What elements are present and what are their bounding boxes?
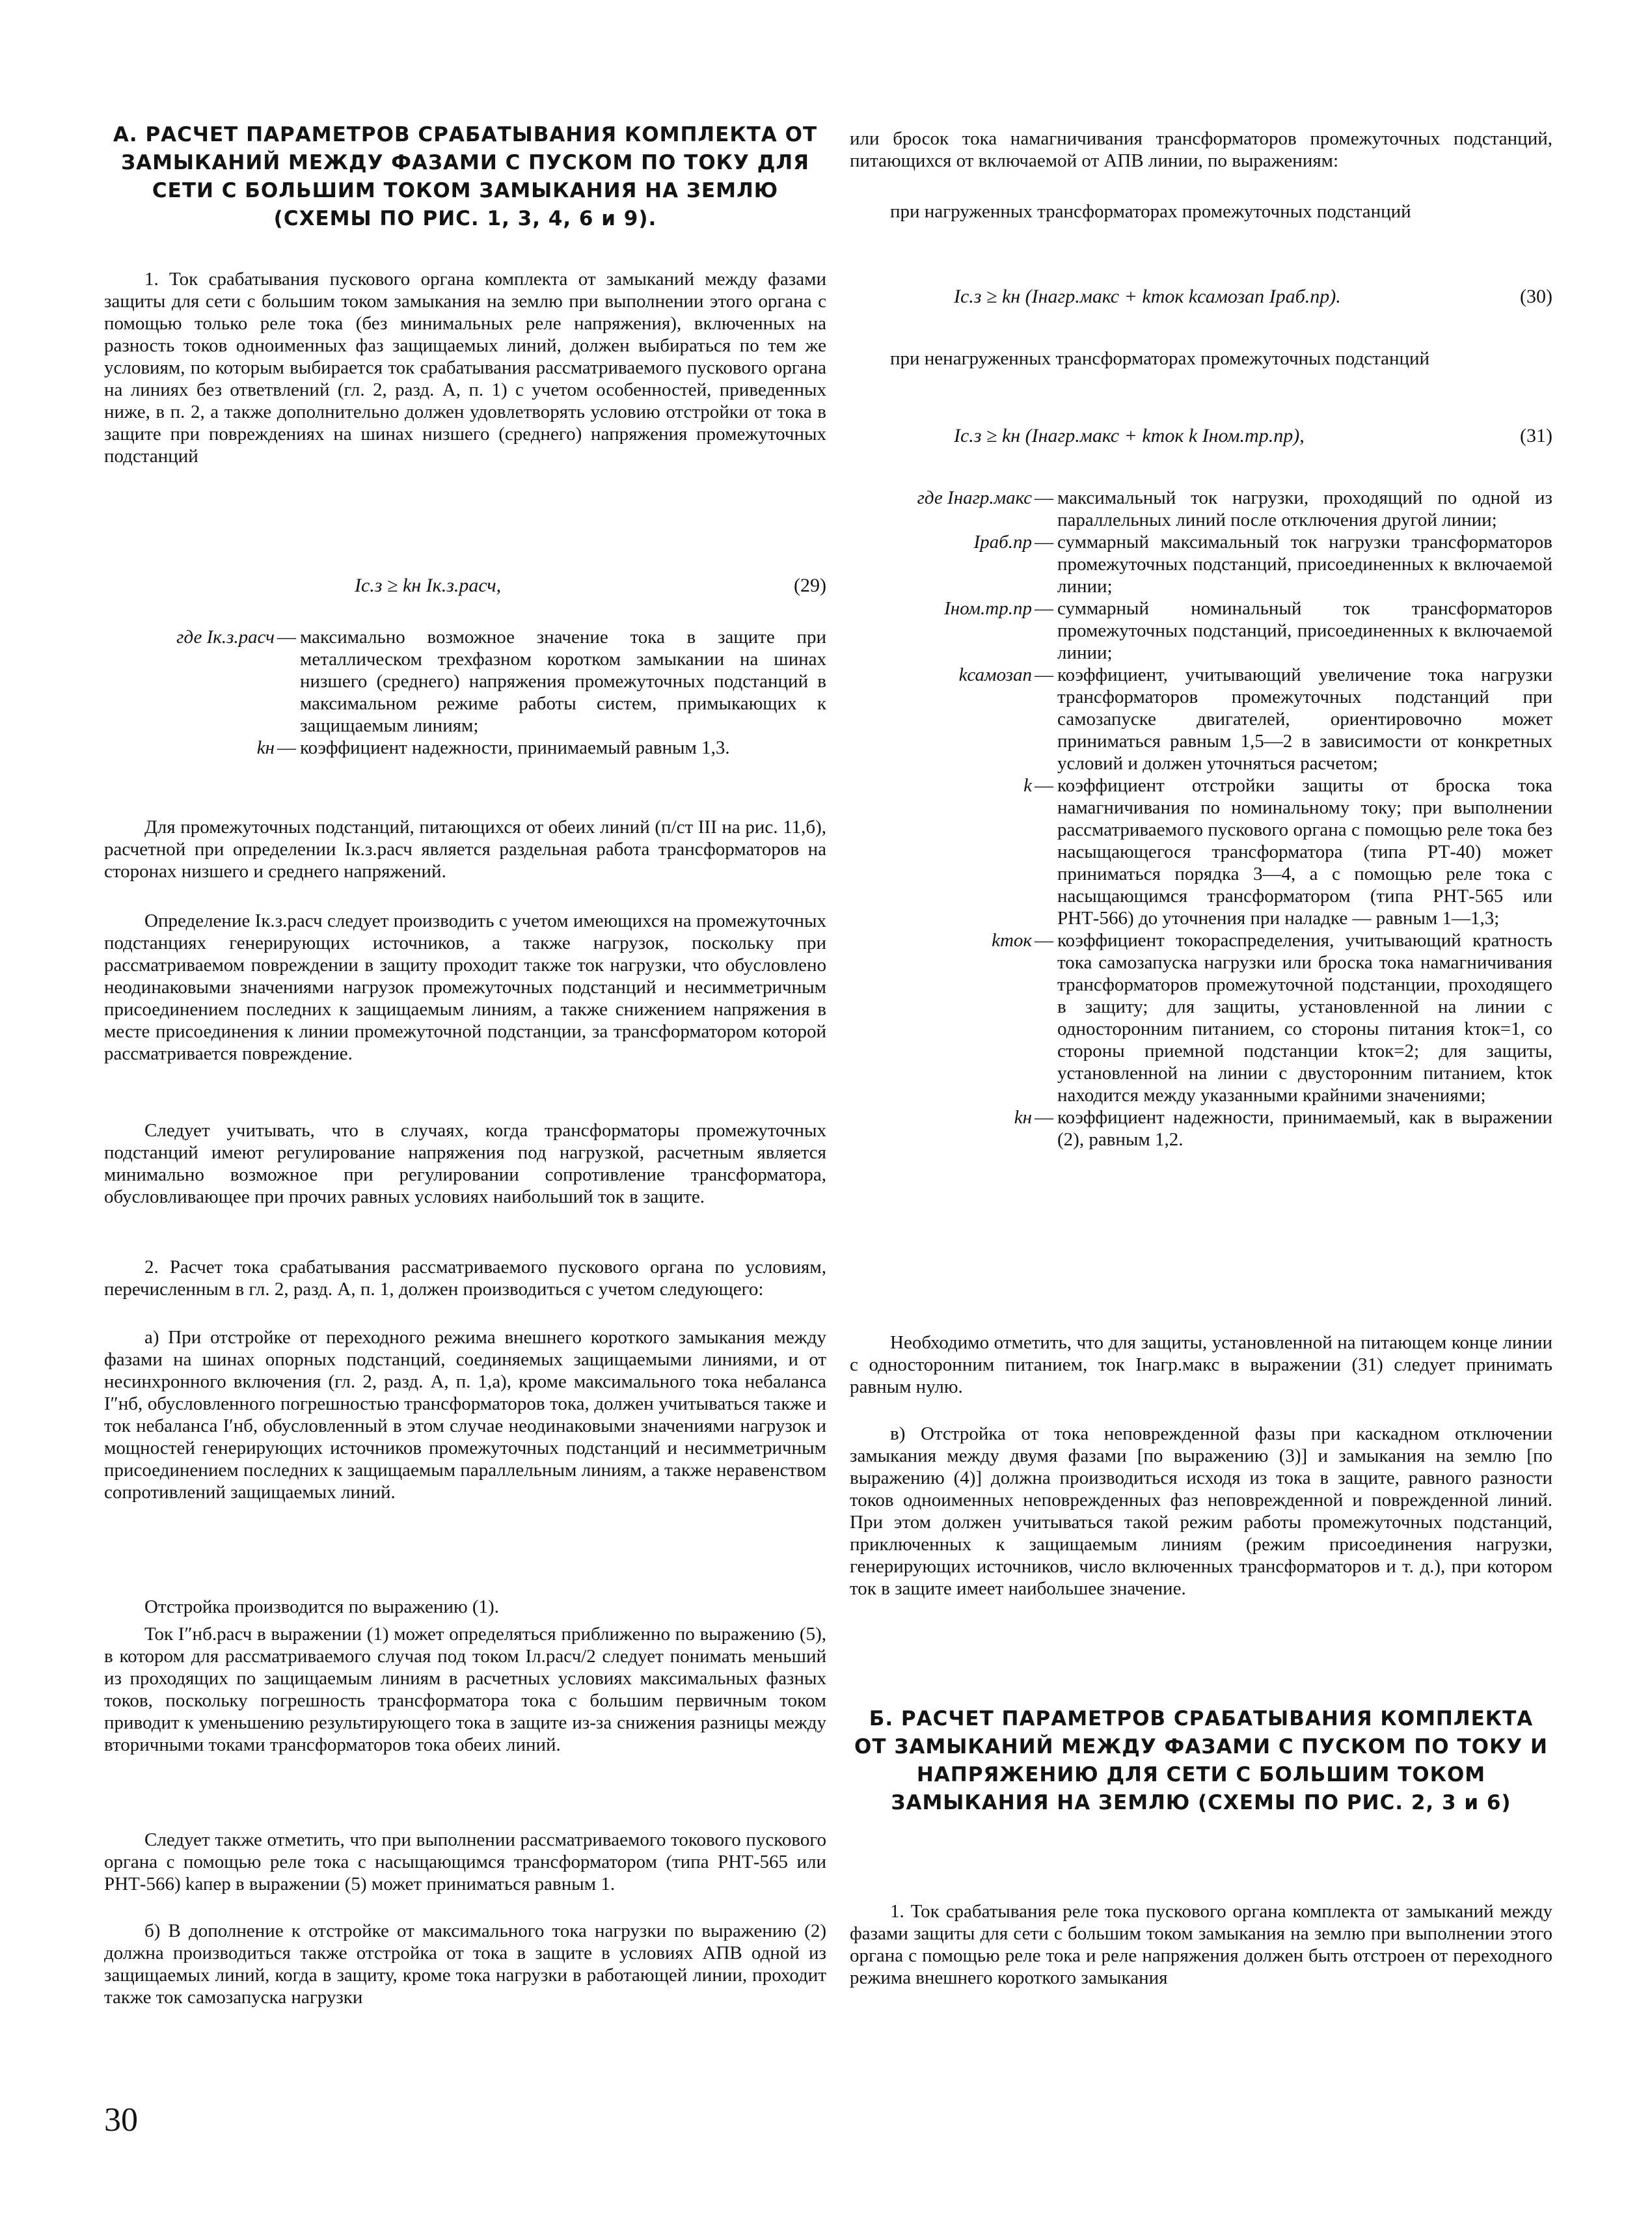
definition-text: коэффициент отстройки защиты от броска тока намагничивания по номинальному току; при выполнении рассматриваемого пускового органа с помощью реле тока без насыщающегося трансформатора (типа РТ-40) может приниматься порядка 3—4, а с помощью реле тока с насыщающимся трансформатором (типа РНТ-565 или РНТ-566) до уточнения при наладке — равным 1—1,3; [1057, 775, 1552, 929]
right-para-6: 1. Ток срабатывания реле тока пускового органа комплекта от замыканий между фазами защиты для сети с большим током замыкания на землю при выполнении этого органа с помощью реле тока и реле напряжения должен быть отстроен от переходного режима внешнего короткого замыкания [850, 1901, 1552, 1988]
definition-dash: — [1035, 598, 1053, 619]
definition-text: суммарный максимальный ток нагрузки трансформаторов промежуточных подстанций, присоединенных к включаемой линии; [1057, 532, 1552, 597]
definition-item [104, 737, 826, 759]
section-a-heading: А. РАСЧЕТ ПАРАМЕТРОВ СРАБАТЫВАНИЯ КОМПЛЕКТА ОТ ЗАМЫКАНИЙ МЕЖДУ ФАЗАМИ С ПУСКОМ ПО ТОКУ ДЛЯ СЕТИ С БОЛЬШИМ ТОКОМ ЗАМЫКАНИЯ НА ЗЕМЛЮ (СХЕМЫ ПО РИС. 1, 3, 4, 6 и 9). [113, 123, 818, 230]
definition-symbol: kн [1014, 1107, 1032, 1128]
definitions-29 [104, 626, 826, 759]
formula-30-expression: Iс.з ≥ kн (Iнагр.макс + kток kсамозап Iраб.пр). [954, 286, 1341, 307]
definition-symbol: где Iк.з.расч [176, 627, 275, 648]
definition-text: максимально возможное значение тока в защите при металлическом трехфазном коротком замыкании на шинах низшего (среднего) напряжения промежуточных подстанций в максимальном режиме работы систем, примыкающих к защищаемым линиям; [300, 627, 826, 736]
definition-symbol: k [1023, 775, 1032, 796]
definition-dash: — [277, 627, 296, 648]
left-para-3: Определение Iк.з.расч следует производить с учетом имеющихся на промежуточных подстанциях генерирующих источников, а также нагрузок, поскольку при рассматриваемом повреждении в защиту проходит также ток нагрузки, что обусловлено неодинаковыми значениями нагрузок промежуточных подстанций и несимметричным присоединением последних к защищаемым линиям, а также снижением напряжения в месте присоединения к линии промежуточной подстанции, за трансформатором которой рассматривается повреждение. [104, 910, 826, 1064]
definition-symbol: kн [256, 737, 275, 758]
definition-text: коэффициент токораспределения, учитывающий кратность тока самозапуска нагрузки или броска тока намагничивания трансформаторов промежуточной подстанции, проходящего в защиту; для защиты, установленной на линии с односторонним питанием, со стороны питания kток=1, со стороны приемной подстанции kток=2; для защиты, установленной на линии с двусторонним питанием, kток находится между указанными крайними значениями; [1057, 930, 1552, 1106]
definition-item [104, 626, 826, 737]
definition-symbol: где Iнагр.макс [917, 487, 1032, 508]
definition-text: коэффициент надежности, принимаемый равным 1,3. [300, 737, 730, 758]
formula-31-number: (31) [1520, 425, 1552, 446]
definition-dash: — [1035, 664, 1053, 685]
definition-dash: — [1035, 532, 1053, 553]
definition-dash: — [1035, 930, 1053, 951]
page-number: 30 [104, 2101, 138, 2139]
left-para-5: 2. Расчет тока срабатывания рассматриваемого пускового органа по условиям, перечисленным в гл. 2, разд. А, п. 1, должен производиться с учетом следующего: [104, 1257, 826, 1300]
definition-text: коэффициент, учитывающий увеличение тока нагрузки трансформаторов промежуточных подстанций при самозапуске двигателей, ориентировочно может приниматься равным 1,5—2 в зависимости от конкретных условий и должен уточняться расчетом; [1057, 664, 1552, 774]
definition-item [850, 597, 1552, 664]
left-para-4: Следует учитывать, что в случаях, когда трансформаторы промежуточных подстанций имеют регулирование напряжения под нагрузкой, расчетным является минимально возможное при регулировании сопротивление трансформатора, обусловливающее при прочих равных условиях наибольший ток в защите. [104, 1120, 826, 1207]
right-para-3: при ненагруженных трансформаторах промежуточных подстанций [890, 348, 1430, 369]
left-para-9: Следует также отметить, что при выполнении рассматриваемого токового пускового органа с помощью реле тока с насыщающимся трансформатором (типа РНТ-565 или РНТ-566) kапер в выражении (5) может приниматься равным 1. [104, 1829, 826, 1894]
definition-item [850, 929, 1552, 1106]
left-para-2: Для промежуточных подстанций, питающихся от обеих линий (п/ст III на рис. 11,б), расчетной при определении Iк.з.расч является раздельная работа трансформаторов на сторонах низшего и среднего напряжений. [104, 817, 826, 882]
definition-item [850, 531, 1552, 597]
right-para-1: или бросок тока намагничивания трансформаторов промежуточных подстанций, питающихся от включаемой от АПВ линии, по выражениям: [850, 128, 1552, 171]
formula-31-expression: Iс.з ≥ kн (Iнагр.макс + kток k Iном.тр.пр), [954, 425, 1305, 446]
formula-30-number: (30) [1520, 286, 1552, 307]
left-para-6: а) При отстройке от переходного режима внешнего короткого замыкания между фазами на шинах опорных подстанций, соединяемых защищаемыми линиями, и от несинхронного включения (гл. 2, разд. А, п. 1,а), кроме максимального тока небаланса I″нб, обусловленного погрешностью трансформаторов тока, должен учитываться также и ток небаланса I′нб, обусловленный в этом случае неодинаковыми значениями нагрузок и мощностей генерирующих источников промежуточных подстанций и несимметричным присоединением последних к защищаемым параллельным линиям, а также неравенством сопротивлений защищаемых линий. [104, 1327, 826, 1503]
definition-dash: — [277, 737, 296, 758]
definition-item [850, 487, 1552, 531]
definition-item [850, 664, 1552, 774]
left-para-7: Отстройка производится по выражению (1). [144, 1596, 499, 1617]
definition-text: коэффициент надежности, принимаемый, как в выражении (2), равным 1,2. [1057, 1107, 1552, 1150]
formula-29-expression: Iс.з ≥ kн Iк.з.расч, [355, 575, 502, 596]
formula-29-number: (29) [794, 575, 826, 596]
right-para-2: при нагруженных трансформаторах промежуточных подстанций [890, 201, 1411, 222]
definition-dash: — [1035, 775, 1053, 796]
definitions-31 [850, 487, 1552, 1151]
definition-text: максимальный ток нагрузки, проходящий по одной из параллельных линий после отключения другой линии; [1057, 487, 1552, 530]
definition-text: суммарный номинальный ток трансформаторов промежуточных подстанций, присоединенных к включаемой линии; [1057, 598, 1552, 663]
left-para-10: б) В дополнение к отстройке от максимального тока нагрузки по выражению (2) должна производиться также отстройка от тока в защите в условиях АПВ одной из защищаемых линий, когда в защиту, кроме тока нагрузки в работающей линии, проходит также ток самозапуска нагрузки [104, 1921, 826, 2008]
section-b-heading: Б. РАСЧЕТ ПАРАМЕТРОВ СРАБАТЫВАНИЯ КОМПЛЕКТА ОТ ЗАМЫКАНИЙ МЕЖДУ ФАЗАМИ С ПУСКОМ ПО ТОКУ И НАПРЯЖЕНИЮ ДЛЯ СЕТИ С БОЛЬШИМ ТОКОМ ЗАМЫКАНИЯ НА ЗЕМЛЮ (СХЕМЫ ПО РИС. 2, 3 и 6) [854, 1707, 1548, 1814]
definition-symbol: Iраб.пр [973, 532, 1032, 553]
right-para-5: в) Отстройка от тока неповрежденной фазы при каскадном отключении замыкания между двумя фазами [по выражению (3)] и замыкания на землю [по выражению (4)] должна производиться исходя из тока в защите, равного разности токов одноименных неповрежденных фаз неповрежденной и поврежденной линий. При этом должен учитываться такой режим работы промежуточных подстанций, приключенных к защищаемым линиям (режим присоединения нагрузки, генерирующих источников, число включенных трансформаторов и т. д.), при котором ток в защите имеет наибольшее значение. [850, 1423, 1552, 1599]
definition-dash: — [1035, 1107, 1053, 1128]
definition-symbol: Iном.тр.пр [944, 598, 1032, 619]
left-para-8: Ток I″нб.расч в выражении (1) может определяться приближенно по выражению (5), в котором для рассматриваемого случая под током Iл.расч/2 следует понимать меньший из проходящих по защищаемым линиям в расчетных условиях максимальных фазных токов, поскольку погрешность трансформатора тока с большим первичным током приводит к уменьшению результирующего тока в защите из-за снижения разницы между вторичными токами трансформаторов тока обеих линий. [104, 1624, 826, 1755]
right-para-4: Необходимо отметить, что для защиты, установленной на питающем конце линии с односторонним питанием, ток Iнагр.макс в выражении (31) следует принимать равным нулю. [850, 1332, 1552, 1397]
definition-symbol: kток [992, 930, 1032, 951]
left-para-1: 1. Ток срабатывания пускового органа комплекта от замыканий между фазами защиты для сети с большим током замыкания на землю при выполнении этого органа с помощью только реле тока (без минимальных реле напряжения), включенных на разность токов одноименных фаз защищаемых линий, должен выбираться по тем же условиям, по которым выбирается ток срабатывания рассматриваемого пускового органа на линиях без ответвлений (гл. 2, разд. А, п. 1) с учетом особенностей, приведенных ниже, в п. 2, а также дополнительно должен удовлетворять условию отстройки от тока в защите при повреждениях на шинах низшего (среднего) напряжения промежуточных подстанций [104, 269, 826, 467]
definition-dash: — [1035, 487, 1053, 508]
definition-symbol: kсамозап [958, 664, 1032, 685]
definition-item [850, 774, 1552, 929]
definition-item [850, 1106, 1552, 1151]
